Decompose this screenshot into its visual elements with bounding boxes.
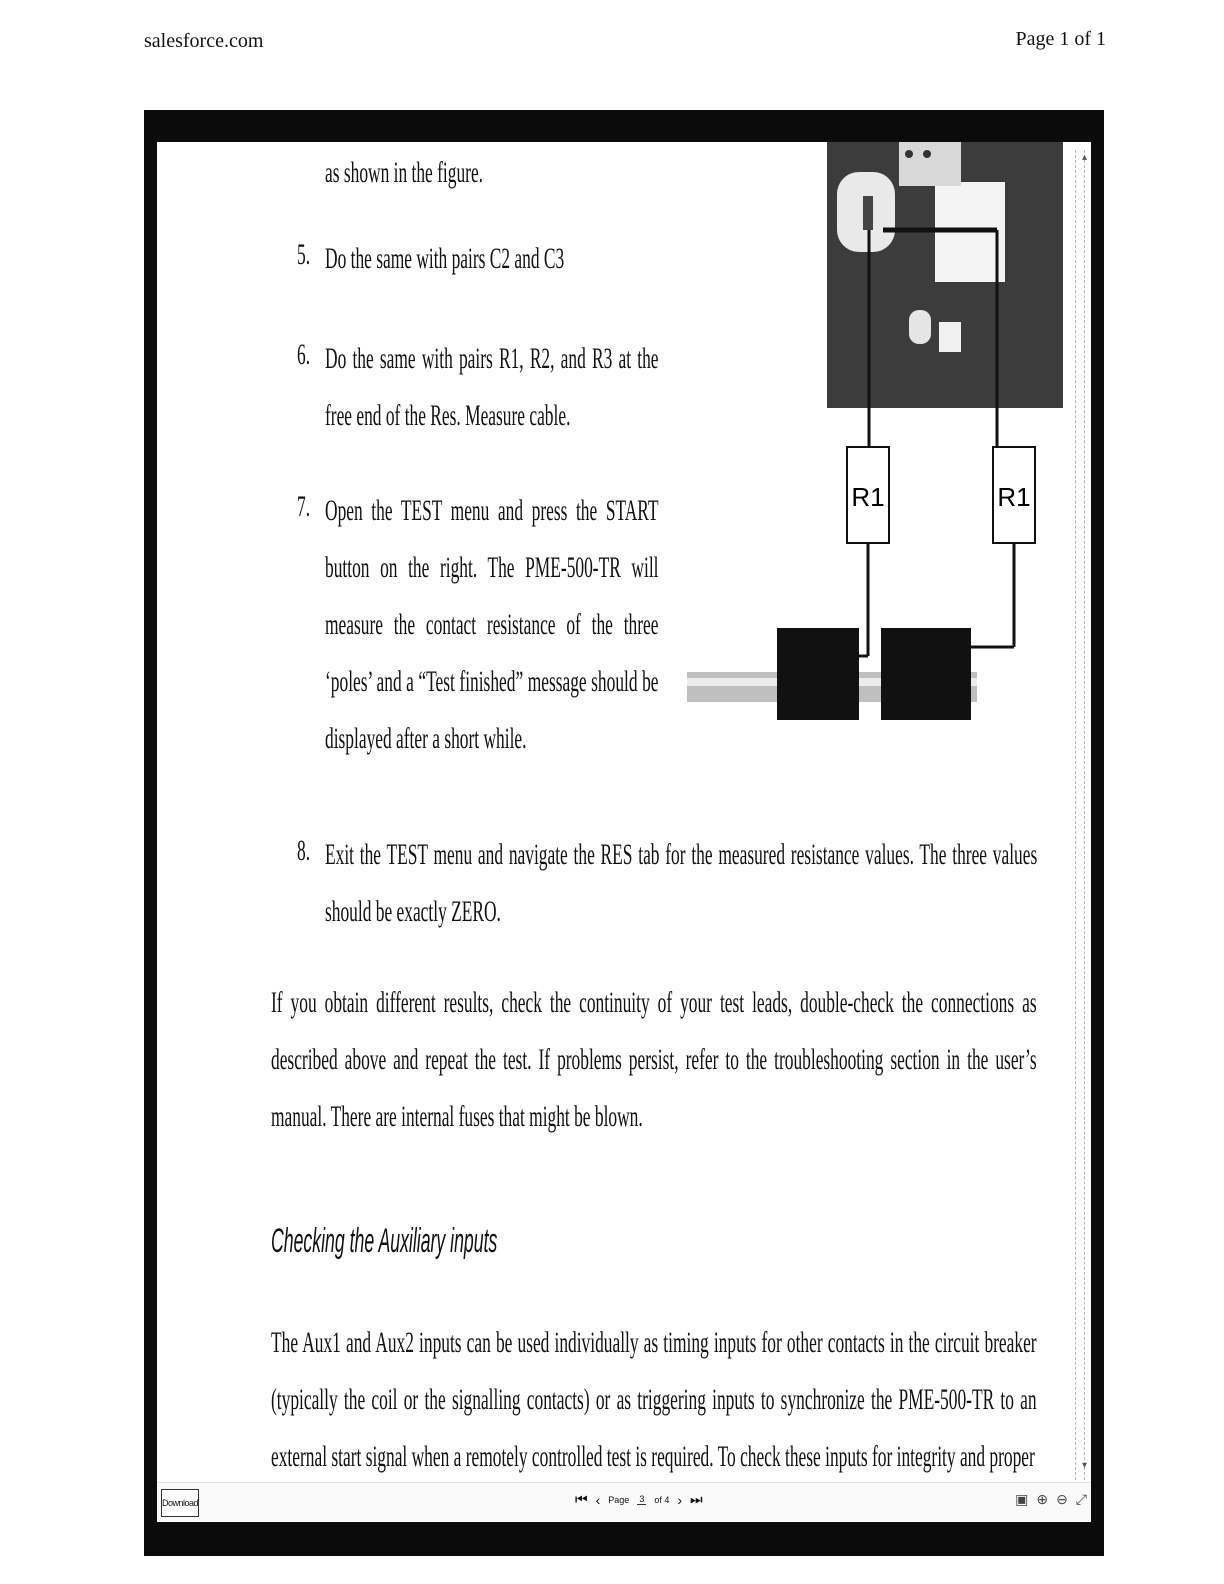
step-number: 5. — [297, 238, 311, 271]
page-label: Page — [608, 1494, 630, 1505]
step-number: 8. — [297, 834, 311, 867]
viewer-toolbar — [157, 1482, 1091, 1521]
page-total: of 4 — [654, 1494, 670, 1505]
clamp-left — [777, 628, 859, 720]
step-text: Open the TEST menu and press the START button on the right. The PME-500-TR will measure the contact resistance of the three ‘poles’ and a “Test finished” message should be displayed after a short while. — [325, 494, 659, 755]
resistor-left-label: R1 — [851, 482, 885, 512]
clamp-right — [881, 628, 971, 720]
step-text: Exit the TEST menu and navigate the RES tab for the measured resistance values. The three values should be exactly ZERO. — [325, 838, 1038, 928]
scroll-down-icon[interactable]: ▾ — [1081, 1460, 1087, 1471]
continuation-line: as shown in the figure. — [325, 156, 484, 189]
download-button[interactable]: Download — [161, 1489, 199, 1517]
view-tools — [1015, 1491, 1087, 1508]
resistor-right-label: R1 — [997, 482, 1031, 512]
step-number: 6. — [297, 338, 311, 371]
zoom-out-icon[interactable]: ⊖ — [1056, 1491, 1068, 1507]
prev-page-icon[interactable]: ‹ — [595, 1491, 601, 1508]
site-name: salesforce.com — [144, 30, 264, 52]
vertical-scrollbar[interactable] — [1075, 150, 1085, 1480]
fullscreen-icon[interactable]: ⤢ — [1075, 1491, 1087, 1507]
zoom-in-icon[interactable]: ⊕ — [1036, 1491, 1049, 1507]
scroll-up-icon[interactable]: ▴ — [1081, 152, 1087, 163]
last-page-icon[interactable]: ⏭ — [690, 1491, 703, 1507]
troubleshoot-paragraph: If you obtain different results, check the continuity of your test leads, double-check the connections as described above and repeat the test. If problems persist, refer to the troubleshooting section in the user’s manual. There are internal fuses that might be blown. — [271, 986, 1037, 1133]
step-number: 7. — [297, 490, 311, 523]
document-viewer[interactable] — [157, 142, 1091, 1522]
page-number-input[interactable]: 3 — [639, 1494, 645, 1504]
section-heading: Checking the Auxiliary inputs — [271, 1222, 498, 1260]
fit-page-icon[interactable]: ▣ — [1015, 1491, 1029, 1507]
next-page-icon[interactable]: › — [677, 1491, 683, 1508]
step-text: Do the same with pairs C2 and C3 — [325, 242, 565, 275]
aux-paragraph: The Aux1 and Aux2 inputs can be used individually as timing inputs for other contacts in the circuit breaker (typically the coil or the signalling contacts) or as triggering inputs to synchronize the PME-500-TR to an external start signal when a remotely controlled test is required. To check these inputs for integrity and proper — [271, 1326, 1037, 1473]
connection-figure — [687, 142, 1063, 754]
step-text: Do the same with pairs R1, R2, and R3 at the free end of the Res. Measure cable. — [325, 342, 659, 432]
first-page-icon[interactable]: ⏮ — [575, 1491, 588, 1507]
page-navigation — [575, 1491, 703, 1508]
page-counter: Page 1 of 1 — [1015, 28, 1106, 50]
